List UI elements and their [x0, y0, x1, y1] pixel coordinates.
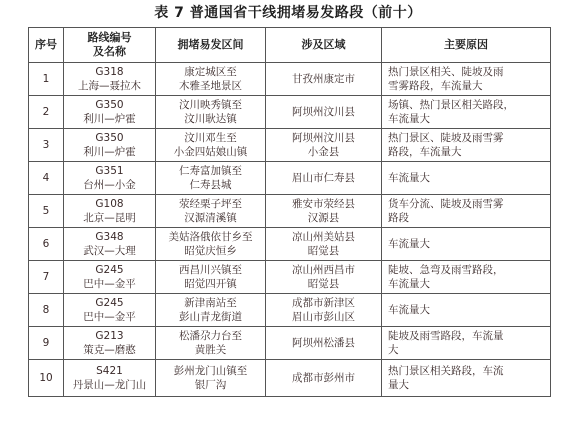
cell-reason [382, 195, 551, 228]
cell-route-line1: S421 [96, 365, 123, 377]
cell-reason-line2: 车流量大 [388, 113, 430, 125]
cell-reason-line2: 雪雾路段，车流量大 [388, 80, 483, 92]
cell-reason-line2: 车流量大 [388, 278, 430, 290]
cell-reason-line2: 大 [388, 344, 399, 356]
cell-region-line1: 甘孜州康定市 [292, 73, 355, 85]
cell-reason [382, 261, 551, 294]
table-row [29, 327, 551, 360]
cell-section [156, 360, 266, 397]
cell-reason [382, 228, 551, 261]
cell-reason-line2: 路段，车流量大 [388, 146, 462, 158]
cell-region [266, 129, 382, 162]
cell-reason [382, 129, 551, 162]
cell-section-line1: 汶川邓生至 [184, 132, 237, 144]
cell-route-line1: G351 [95, 165, 124, 177]
header-section: 拥堵易发区间 [156, 28, 266, 63]
cell-region-line1: 成都市新津区 [292, 297, 355, 309]
cell-region-line1: 雅安市荥经县 [292, 198, 355, 210]
cell-reason-line1: 车流量大 [388, 238, 430, 250]
cell-section-line2: 昭觉庆恒乡 [184, 245, 237, 257]
cell-index: 2 [29, 96, 64, 129]
cell-route [64, 96, 156, 129]
cell-route [64, 360, 156, 397]
cell-reason [382, 327, 551, 360]
table-row [29, 129, 551, 162]
cell-route-line1: G348 [95, 231, 124, 243]
cell-reason [382, 162, 551, 195]
table-header-row [29, 28, 551, 63]
cell-section [156, 195, 266, 228]
cell-region [266, 294, 382, 327]
cell-section-line2: 银厂沟 [194, 379, 227, 391]
cell-section-line2: 黄胜关 [194, 344, 227, 356]
cell-section [156, 228, 266, 261]
cell-route [64, 327, 156, 360]
cell-section-line1: 仁寿富加镇至 [179, 165, 242, 177]
cell-section-line1: 新津南站至 [184, 297, 237, 309]
table-row [29, 228, 551, 261]
cell-region [266, 327, 382, 360]
table-row [29, 294, 551, 327]
cell-section-line1: 汶川映秀镇至 [179, 99, 242, 111]
cell-section-line2: 汉源清溪镇 [184, 212, 237, 224]
table-row [29, 162, 551, 195]
cell-route-line1: G350 [95, 99, 124, 111]
cell-reason-line1: 货车分流、陡坡及雨雪雾 [388, 198, 504, 210]
cell-section-line1: 康定城区至 [184, 66, 237, 78]
cell-section [156, 96, 266, 129]
cell-reason [382, 96, 551, 129]
congestion-table [28, 27, 551, 397]
header-route-line1: 路线编号 [87, 31, 132, 44]
cell-region-line1: 阿坝州汶川县 [292, 132, 355, 144]
cell-reason-line1: 热门景区相关路段，车流 [388, 365, 504, 377]
cell-route-line1: G318 [95, 66, 124, 78]
cell-reason-line1: 热门景区、陡坡及雨雪雾 [388, 132, 504, 144]
cell-section-line1: 彭州龙门山镇至 [173, 365, 248, 377]
cell-route-line1: G213 [95, 330, 124, 342]
cell-section-line2: 汶川耿达镇 [184, 113, 237, 125]
cell-region [266, 96, 382, 129]
cell-section-line1: 美姑洛俄依甘乡至 [168, 231, 253, 243]
cell-section-line2: 木雅圣地景区 [179, 80, 242, 92]
cell-index: 3 [29, 129, 64, 162]
cell-region [266, 195, 382, 228]
cell-index: 8 [29, 294, 64, 327]
cell-region [266, 228, 382, 261]
cell-region [266, 360, 382, 397]
cell-reason-line2: 量大 [388, 379, 409, 391]
cell-route [64, 294, 156, 327]
cell-route-line2: 上海—聂拉木 [78, 80, 141, 92]
cell-section [156, 327, 266, 360]
cell-reason [382, 63, 551, 96]
cell-section-line2: 昭觉四开镇 [184, 278, 237, 290]
cell-region [266, 63, 382, 96]
cell-region-line2: 昭觉县 [307, 245, 340, 257]
cell-route [64, 129, 156, 162]
cell-section-line2: 仁寿县城 [189, 179, 232, 191]
cell-index: 4 [29, 162, 64, 195]
cell-section [156, 294, 266, 327]
header-route-line2: 及名称 [93, 45, 126, 58]
cell-route-line2: 北京—昆明 [83, 212, 136, 224]
cell-route [64, 228, 156, 261]
cell-section [156, 129, 266, 162]
cell-route-line2: 武汉—大理 [83, 245, 136, 257]
cell-route-line1: G245 [95, 297, 124, 309]
cell-reason-line1: 场镇、热门景区相关路段， [388, 99, 514, 111]
cell-region-line1: 阿坝州汶川县 [292, 106, 355, 118]
cell-section-line1: 荥经栗子坪至 [179, 198, 242, 210]
cell-route [64, 63, 156, 96]
cell-reason-line1: 陡坡及雨雪路段，车流量 [388, 330, 504, 342]
cell-index: 7 [29, 261, 64, 294]
cell-region-line1: 凉山州美姑县 [292, 231, 355, 243]
header-route [64, 28, 156, 63]
table-row [29, 360, 551, 397]
table-title: 表 7 普通国省干线拥堵易发路段（前十） [154, 5, 422, 21]
cell-reason-line1: 陡坡、急弯及雨雪路段， [388, 264, 504, 276]
cell-region-line2: 眉山市彭山区 [292, 311, 355, 323]
cell-reason-line1: 热门景区相关、陡坡及雨 [388, 66, 504, 78]
cell-route [64, 261, 156, 294]
cell-route [64, 195, 156, 228]
table-body [29, 63, 551, 397]
cell-region-line2: 汉源县 [307, 212, 340, 224]
cell-index: 5 [29, 195, 64, 228]
header-reason: 主要原因 [382, 28, 551, 63]
cell-reason [382, 360, 551, 397]
cell-route-line2: 利川—炉霍 [83, 113, 136, 125]
cell-index: 10 [29, 360, 64, 397]
cell-section-line2: 彭山青龙街道 [179, 311, 242, 323]
table-row [29, 195, 551, 228]
cell-route-line2: 巴中—金平 [83, 311, 136, 323]
table-row [29, 96, 551, 129]
cell-region [266, 261, 382, 294]
cell-region-line1: 阿坝州松潘县 [292, 337, 355, 349]
cell-region-line1: 眉山市仁寿县 [292, 172, 355, 184]
cell-reason [382, 294, 551, 327]
cell-section [156, 261, 266, 294]
table-row [29, 63, 551, 96]
header-index: 序号 [29, 28, 64, 63]
cell-region [266, 162, 382, 195]
cell-reason-line2: 路段 [388, 212, 409, 224]
table-row [29, 261, 551, 294]
cell-route-line2: 台州—小金 [83, 179, 136, 191]
cell-section [156, 162, 266, 195]
cell-section-line1: 松潘尕力台至 [179, 330, 242, 342]
cell-region-line2: 昭觉县 [307, 278, 340, 290]
cell-section-line2: 小金四姑娘山镇 [173, 146, 248, 158]
cell-reason-line1: 车流量大 [388, 172, 430, 184]
cell-route-line2: 策克—磨憨 [83, 344, 136, 356]
header-region: 涉及区域 [266, 28, 382, 63]
cell-section [156, 63, 266, 96]
cell-route-line2: 利川—炉霍 [83, 146, 136, 158]
cell-route-line2: 丹景山—龙门山 [72, 379, 147, 391]
cell-section-line1: 西昌川兴镇至 [179, 264, 242, 276]
cell-index: 6 [29, 228, 64, 261]
cell-route-line1: G350 [95, 132, 124, 144]
cell-region-line1: 成都市彭州市 [292, 372, 355, 384]
cell-region-line2: 小金县 [307, 146, 340, 158]
cell-route [64, 162, 156, 195]
cell-reason-line1: 车流量大 [388, 304, 430, 316]
cell-index: 9 [29, 327, 64, 360]
cell-route-line1: G245 [95, 264, 124, 276]
cell-route-line2: 巴中—金平 [83, 278, 136, 290]
cell-index: 1 [29, 63, 64, 96]
cell-region-line1: 凉山州西昌市 [292, 264, 355, 276]
cell-route-line1: G108 [95, 198, 124, 210]
